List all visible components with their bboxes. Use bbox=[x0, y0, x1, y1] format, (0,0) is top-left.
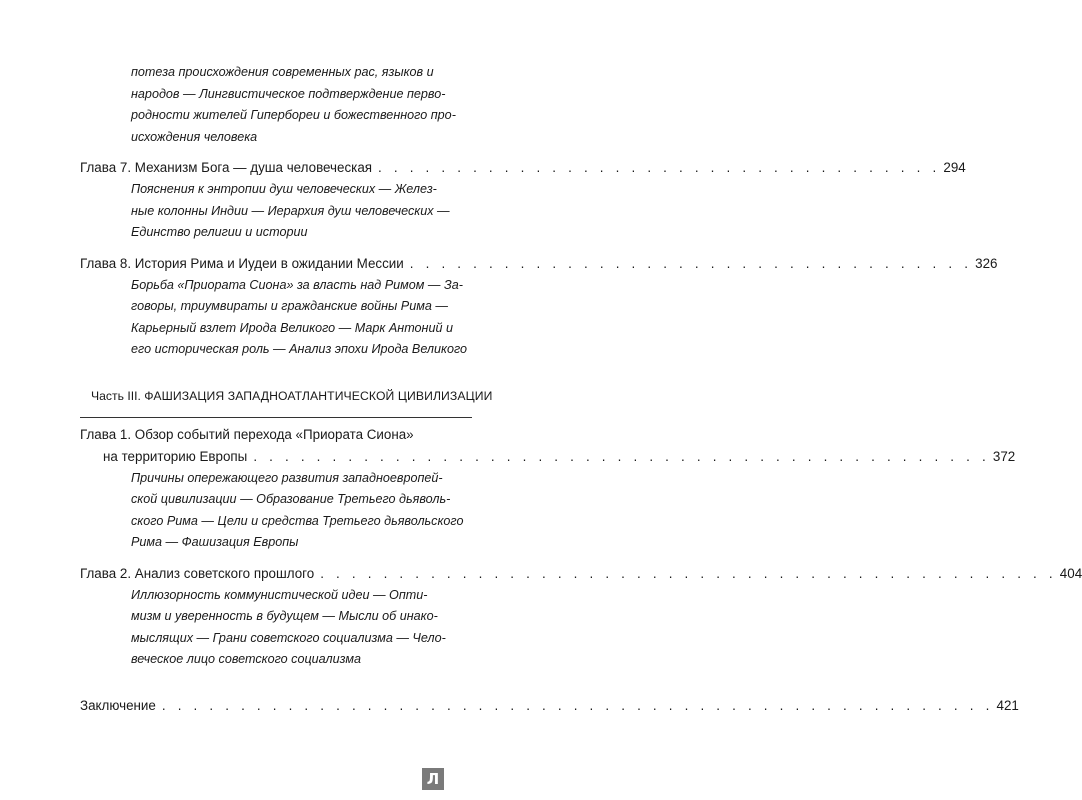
page-number: 404 bbox=[1059, 565, 1082, 581]
chapter-7-description bbox=[80, 179, 472, 244]
leader-dots: . . . . . . . . . . . . . . . . . . . . . . . . . . . . . . . . . . . . . . . . . . . . . . . bbox=[253, 448, 990, 464]
chapter-title-continued: на территорию Европы bbox=[103, 448, 248, 464]
leader-dots: . . . . . . . . . . . . . . . . . . . . . . . . . . . . . . . . . . . . . . . . . . . . . . . bbox=[320, 565, 1057, 581]
toc-entry-chapter-8[interactable] bbox=[80, 253, 998, 275]
chapter-title: Глава 7. Механизм Бога — душа человеческая bbox=[80, 160, 373, 175]
page-number: 372 bbox=[992, 448, 1016, 464]
page-number: 326 bbox=[975, 255, 998, 271]
toc-entry-part3-chapter-1[interactable] bbox=[80, 446, 1016, 468]
desc-line: исхождения человека bbox=[131, 129, 258, 144]
chapter-title: Глава 1. Обзор событий перехода «Приората Сиона» bbox=[80, 426, 414, 442]
desc-line: ные колонны Индии — Иерархия душ человеческих — bbox=[131, 203, 450, 218]
desc-line: Рима — Фашизация Европы bbox=[131, 535, 299, 549]
toc-entry-part3-chapter-2[interactable] bbox=[80, 563, 1082, 585]
desc-line: говоры, триумвираты и гражданские войны Рима — bbox=[131, 299, 448, 313]
leader-dots: . . . . . . . . . . . . . . . . . . . . . . . . . . . . . . . . . . . . . . . . . . . . . . . . . . . . . bbox=[161, 697, 994, 713]
leader-dots: . . . . . . . . . . . . . . . . . . . . . . . . . . . . . . . . . . . . bbox=[378, 160, 941, 175]
desc-line: Причины опережающего развития западноевропей- bbox=[131, 470, 443, 485]
chapter-8-description bbox=[80, 275, 472, 361]
page-number: 294 bbox=[943, 160, 966, 175]
publisher-logo: Л bbox=[422, 768, 444, 790]
part-prefix: Часть III. bbox=[91, 388, 141, 403]
toc-entry-conclusion[interactable] bbox=[80, 695, 1019, 717]
divider bbox=[80, 417, 472, 418]
part3-chapter-1-description bbox=[80, 468, 472, 554]
chapter-title: Заключение bbox=[80, 697, 156, 713]
desc-line: мизм и уверенность в будущем — Мысли об инако- bbox=[131, 609, 438, 623]
part-3-heading[interactable] bbox=[80, 385, 493, 407]
desc-line: веческое лицо советского социализма bbox=[131, 652, 361, 666]
intro-description bbox=[80, 62, 472, 148]
part3-chapter-2-description bbox=[80, 585, 472, 671]
desc-line: Иллюзорность коммунистической идеи — Опти- bbox=[131, 587, 428, 602]
desc-line: Карьерный взлет Ирода Великого — Марк Антоний и bbox=[131, 320, 453, 335]
desc-line: родности жителей Гипербореи и божественного про- bbox=[131, 108, 456, 122]
toc-entry-part3-chapter-1-line1[interactable] bbox=[80, 424, 472, 446]
desc-line: народов — Лингвистическое подтверждение перво- bbox=[131, 86, 446, 101]
part-title: ФАШИЗАЦИЯ ЗАПАДНОАТЛАНТИЧЕСКОЙ ЦИВИЛИЗАЦИИ bbox=[144, 388, 493, 403]
desc-line: ской цивилизации — Образование Третьего дьяволь- bbox=[131, 492, 451, 506]
toc-entry-chapter-7[interactable] bbox=[80, 157, 966, 179]
desc-line: его историческая роль — Анализ эпохи Ирода Великого bbox=[131, 342, 468, 356]
page-number: 421 bbox=[996, 697, 1019, 713]
chapter-title: Глава 8. История Рима и Иудеи в ожидании Мессии bbox=[80, 255, 404, 271]
desc-line: Единство религии и истории bbox=[131, 225, 308, 239]
desc-line: потеза происхождения современных рас, языков и bbox=[131, 65, 434, 79]
desc-line: ского Рима — Цели и средства Третьего дьявольского bbox=[131, 513, 464, 528]
desc-line: Пояснения к энтропии душ человеческих — Желез- bbox=[131, 182, 437, 196]
desc-line: мыслящих — Грани советского социализма — Чело- bbox=[131, 630, 446, 645]
leader-dots: . . . . . . . . . . . . . . . . . . . . . . . . . . . . . . . . . . . . bbox=[409, 255, 973, 271]
desc-line: Борьба «Приората Сиона» за власть над Римом — За- bbox=[131, 277, 463, 292]
chapter-title: Глава 2. Анализ советского прошлого bbox=[80, 565, 315, 581]
table-of-contents bbox=[80, 62, 1082, 717]
